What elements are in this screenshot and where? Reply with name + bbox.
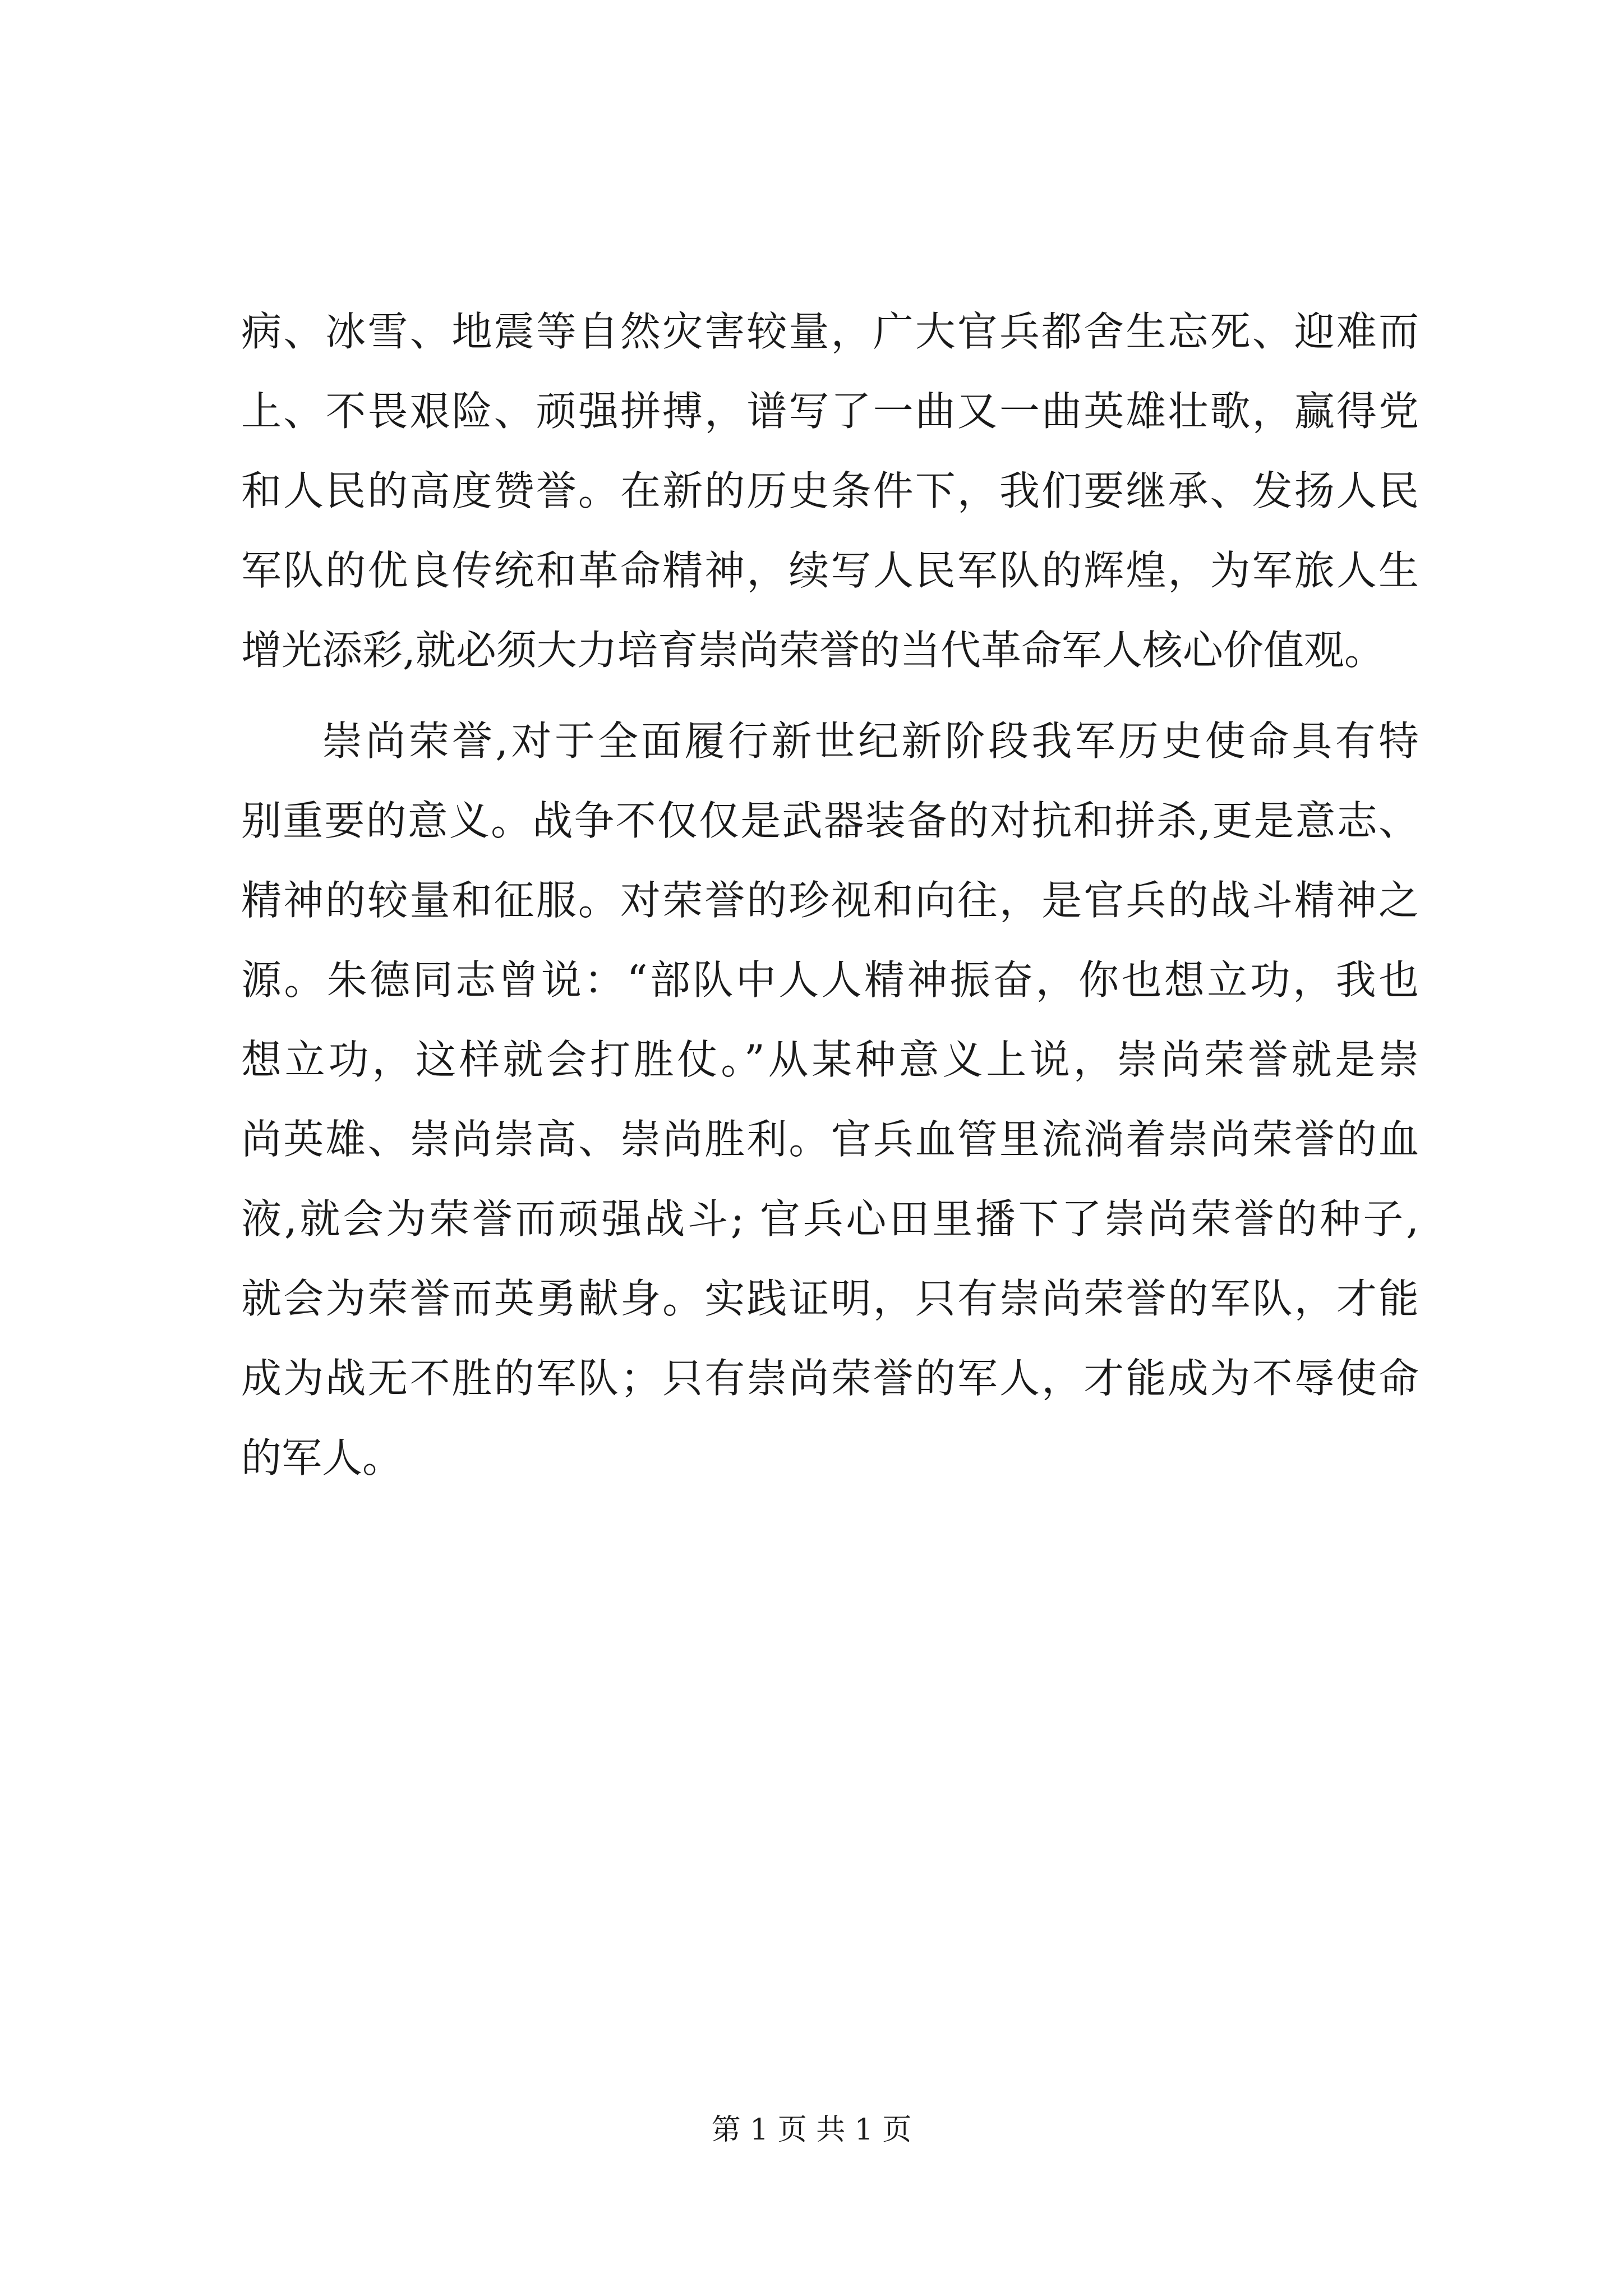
text-line: 崇尚荣誉,对于全面履行新世纪新阶段我军历史使命具有特 [322, 717, 1419, 765]
text-line: 的军人。 [241, 1434, 403, 1481]
page-footer [0, 2112, 1623, 2148]
text-line: 液,就会为荣誉而顽强战斗; 官兵心田里播下了崇尚荣誉的种子, [241, 1195, 1419, 1243]
text-line: 精神的较量和征服。对荣誉的珍视和向往，是官兵的战斗精神之 [241, 877, 1419, 924]
text-line: 增光添彩,就必须大力培育崇尚荣誉的当代革命军人核心价值观。 [241, 627, 1385, 674]
paragraph-gap [241, 690, 1419, 701]
text-line: 成为战无不胜的军队；只有崇尚荣誉的军人，才能成为不辱使命 [241, 1355, 1419, 1402]
document-body [241, 292, 1419, 1498]
text-line: 军队的优良传统和革命精神，续写人民军队的辉煌，为军旅人生 [241, 547, 1419, 594]
text-line: 想立功，这样就会打胜仗。”从某种意义上说，崇尚荣誉就是崇 [241, 1036, 1419, 1083]
text-line: 别重要的意义。战争不仅仅是武器装备的对抗和拼杀,更是意志、 [241, 797, 1419, 844]
paragraph-1 [241, 292, 1419, 690]
page-number-label: 第 1 页 共 1 页 [711, 2113, 912, 2147]
paragraph-2 [241, 701, 1419, 1498]
text-line: 病、冰雪、地震等自然灾害较量，广大官兵都舍生忘死、迎难而 [241, 308, 1419, 355]
text-line: 上、不畏艰险、顽强拼搏，谱写了一曲又一曲英雄壮歌，赢得党 [241, 388, 1419, 435]
text-line: 源。朱德同志曾说：“部队中人人精神振奋，你也想立功，我也 [241, 956, 1419, 1004]
text-line: 尚英雄、崇尚崇高、崇尚胜利。官兵血管里流淌着崇尚荣誉的血 [241, 1116, 1419, 1163]
text-line: 和人民的高度赞誉。在新的历史条件下，我们要继承、发扬人民 [241, 467, 1419, 514]
text-line: 就会为荣誉而英勇献身。实践证明，只有崇尚荣誉的军队，才能 [241, 1275, 1419, 1322]
